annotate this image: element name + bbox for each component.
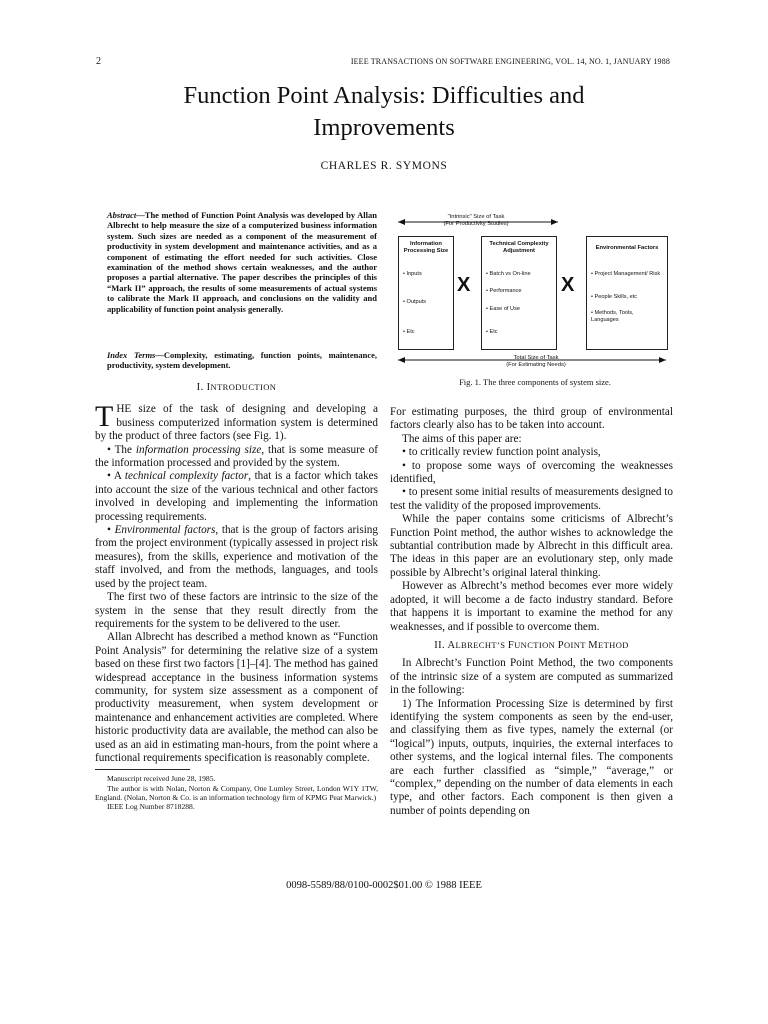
- intro-bullet-3: • Environmental factors, that is the group of factors arising from the project environment (typically assessed in project risk measures), from the skills, experience and motivation of the staff involved, and from the methods, languages, and tools used by the project team.: [95, 524, 378, 590]
- intro-paragraph-2: The first two of these factors are intrinsic to the size of the system in the sense that they result directly from the requirements for the system to be delivered to the user.: [95, 591, 378, 630]
- title-line-2: Improvements: [313, 114, 455, 141]
- footnotes: [95, 774, 378, 811]
- box-information-processing: [398, 236, 454, 350]
- index-terms-label: Index Terms—: [107, 350, 164, 360]
- right-paragraph-2: The aims of this paper are:: [402, 432, 522, 445]
- figure-caption: Fig. 1. The three components of system size.: [459, 377, 611, 387]
- copyright-line: 0098-5589/88/0100-0002$01.00 © 1988 IEEE: [286, 880, 482, 891]
- intro-bullet-1: • The information processing size, that is some measure of the information processed and provided by the system.: [95, 443, 378, 470]
- section-1-heading: I. INTRODUCTION: [196, 382, 277, 393]
- abstract-label: Abstract—: [107, 210, 145, 220]
- box-3-item: • People Skills, etc: [591, 294, 638, 300]
- box-2-item: • Ease of Use: [486, 306, 520, 312]
- box-technical-complexity: [481, 236, 557, 350]
- footnote-affiliation: The author is with Nolan, Norton & Company, One Lumley Street, London W1Y 1TW, England. (Nolan, Norton & Co. is an information technology firm of KPMG Peat Marwick.): [95, 783, 378, 802]
- box-2-item: • Performance: [486, 288, 522, 294]
- drop-cap: T: [95, 400, 114, 434]
- section-2-paragraph-2: 1) The Information Processing Size is determined by first identifying the system components as seen by the end-user, and classifying them as five types, namely the external (or “logical”) inputs, outputs, inquiries, the external interfaces to other systems, and the logical internal files. The components are each further classified as “simple,” “average,” or “complex,” depending on the number of data elements in each type, and other factors. Each component is then given a number of points depending on: [390, 697, 673, 817]
- left-column: [95, 381, 378, 811]
- intro-paragraph-1: THE size of the task of designing and developing a business computerized information system is determined by the product of three factors (see Fig. 1).: [95, 400, 378, 443]
- paper-title: [100, 80, 668, 144]
- footnote-received: Manuscript received June 28, 1985.: [107, 774, 216, 784]
- intro-paragraph-3: Allan Albrecht has described a method known as “Function Point Analysis” for determining the relative size of a system based on these first two factors [1]–[4]. The method has gained widespread acceptance in the business information systems community, for system size assessment as a component of productivity measurement, when system development or maintenance and enhancement activities are completed. Where historic productivity data are available, the method can also be used as an aid in estimating man-hours, from the point where a functional requirements specification is reasonably complete.: [95, 631, 378, 764]
- section-2-heading: II. ALBRECHT’S FUNCTION POINT METHOD: [434, 639, 629, 651]
- box-1-item: • Outputs: [403, 299, 427, 305]
- box-1-heading: Information Processing Size: [403, 241, 449, 254]
- index-terms: [107, 350, 377, 371]
- page-number: 2: [96, 56, 101, 67]
- multiply-symbol: X: [561, 274, 575, 296]
- figure-top-label: "Intrinsic" Size of Task: [447, 214, 505, 220]
- right-column: [390, 406, 673, 818]
- index-terms-text: Complexity, estimating, function points, maintenance, productivity, system development.: [107, 350, 377, 371]
- right-paragraph-4: However as Albrecht’s method becomes ever more widely adopted, it will become a de facto industry standard. Before that happens it is important to examine the method for any weaknesses, and if possible to overcome them.: [390, 580, 673, 633]
- running-head: IEEE TRANSACTIONS ON SOFTWARE ENGINEERING, VOL. 14, NO. 1, JANUARY 1988: [350, 57, 670, 66]
- box-3-item: • Project Management/ Risk: [591, 271, 661, 277]
- section-2-paragraph-1: In Albrecht’s Function Point Method, the two components of the intrinsic size of a system are computed as summarized in the following:: [390, 657, 673, 697]
- footnote-rule: [95, 769, 190, 770]
- box-3-heading: Environmental Factors: [595, 245, 659, 251]
- footnote-log: IEEE Log Number 8718288.: [107, 801, 195, 811]
- figure-1: [396, 210, 676, 380]
- intro-bullet-2: • A technical complexity factor, that is a factor which takes into account the size of the various technical and other factors involved in developing and implementing the information processing requirements.: [95, 470, 378, 523]
- box-1-item: • Etc: [403, 329, 415, 335]
- figure-bottom-sublabel: (For Estimating Needs): [506, 361, 566, 368]
- box-environmental-factors: [586, 236, 668, 350]
- box-1-item: • Inputs: [403, 271, 422, 277]
- figure-top-sublabel: (For Productivity Studies): [443, 220, 509, 227]
- box-2-item: • Etc: [486, 329, 498, 335]
- box-3-item: • Methods, Tools, Languages: [591, 310, 634, 323]
- aim-bullet-2: • to propose some ways of overcoming the weaknesses identified,: [390, 459, 673, 486]
- right-paragraph-1: For estimating purposes, the third group of environmental factors clearly also has to be taken into account.: [390, 406, 673, 432]
- right-paragraph-3: While the paper contains some criticisms of Albrecht’s Function Point method, the author wishes to acknowledge the subtantial contribution made by Albrecht in this difficult area. The ideas in this paper are an evolutionary step, only made possible by Albrecht’s original lateral thinking.: [390, 513, 673, 579]
- abstract-text: The method of Function Point Analysis was developed by Allan Albrecht to help measure the size of a computerized business information system. Such sizes are needed as a component of the measurement of productivity in system development and maintenance activities, and as a component of estimating the effort needed for such activities. Close examination of the method shows certain weaknesses, and the author proposes a partial alternative. The paper describes the principles of this “Mark II” approach, the results of some measurements of actual systems to calibrate the Mark II approach, and conclusions on the validity and applicability of function point analysis generally.: [107, 210, 377, 314]
- title-line-1: Function Point Analysis: Difficulties and: [183, 82, 585, 109]
- multiply-symbol: X: [457, 274, 471, 296]
- aim-bullet-3: • to present some initial results of measurements designed to test the validity of the proposed improvements.: [390, 486, 673, 512]
- box-2-item: • Batch vs On-line: [486, 271, 531, 277]
- figure-bottom-label: Total Size of Task: [513, 355, 559, 361]
- box-2-heading: Technical Complexity Adjustment: [489, 241, 549, 254]
- aim-bullet-1: • to critically review function point analysis,: [402, 446, 601, 459]
- author-name: CHARLES R. SYMONS: [320, 160, 448, 172]
